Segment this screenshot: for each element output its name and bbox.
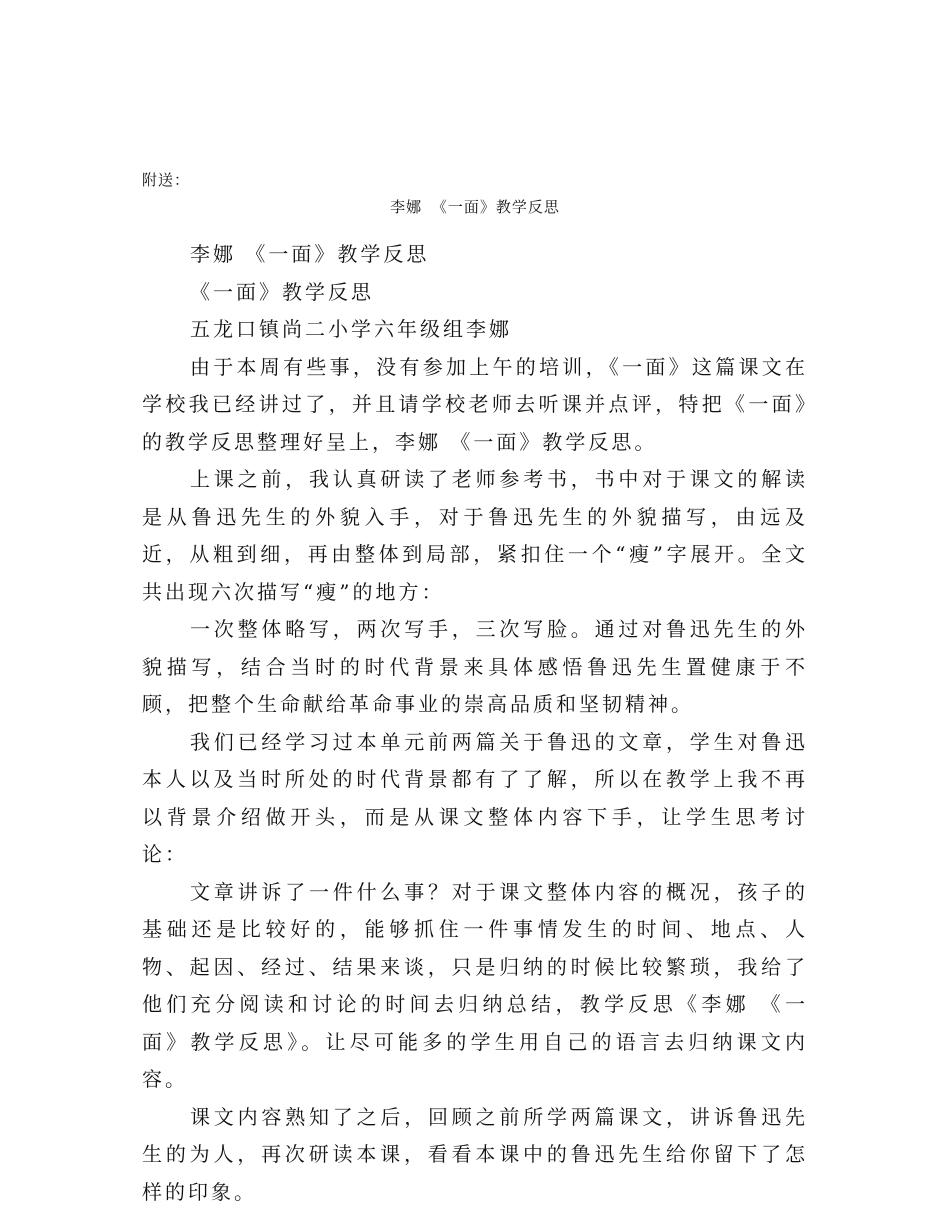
- paragraph-subheading: 《一面》教学反思: [190, 279, 374, 304]
- prefix-label: 附送：: [142, 171, 191, 189]
- paragraph-author: 五龙口镇尚二小学六年级组李娜: [190, 317, 512, 341]
- document-title: 李娜 《一面》教学反思: [390, 198, 560, 216]
- paragraph: 一次整体略写，两次写手，三次写脸。通过对鲁迅先生的外貌描写，结合当时的时代背景来具体感悟鲁迅先生置健康于不顾，把整个生命献给革命事业的崇高品质和坚韧精神。: [142, 617, 808, 716]
- paragraph: 文章讲诉了一件什么事？对于课文整体内容的概况，孩子的基础还是比较好的，能够抓住一件事情发生的时间、地点、人物、起因、经过、结果来谈，只是归纳的时候比较繁琐，我给了他们充分阅读和讨论的时间去归纳总结，教学反思《李娜 《一面》教学反思》。让尽可能多的学生用自己的语言去归纳课文内容。: [142, 879, 808, 1091]
- paragraph: 我们已经学习过本单元前两篇关于鲁迅的文章，学生对鲁迅本人以及当时所处的时代背景都有了了解，所以在教学上我不再以背景介绍做开头，而是从课文整体内容下手，让学生思考讨论：: [142, 729, 808, 866]
- paragraph: 课文内容熟知了之后，回顾之前所学两篇课文，讲诉鲁迅先生的为人，再次研读本课，看看本课中的鲁迅先生给你留下了怎样的印象。: [142, 1104, 808, 1204]
- document-body: [142, 236, 808, 1211]
- paragraph: 由于本周有些事，没有参加上午的培训，《一面》这篇课文在学校我已经讲过了，并且请学校老师去听课并点评，特把《一面》的教学反思整理好呈上，李娜 《一面》教学反思。: [142, 354, 808, 454]
- paragraph: 上课之前，我认真研读了老师参考书，书中对于课文的解读是从鲁迅先生的外貌入手，对于鲁迅先生的外貌描写，由远及近，从粗到细，再由整体到局部，紧扣住一个“瘦”字展开。全文共出现六次描写“瘦”的地方：: [142, 467, 808, 604]
- paragraph-heading: 李娜 《一面》教学反思: [190, 242, 430, 266]
